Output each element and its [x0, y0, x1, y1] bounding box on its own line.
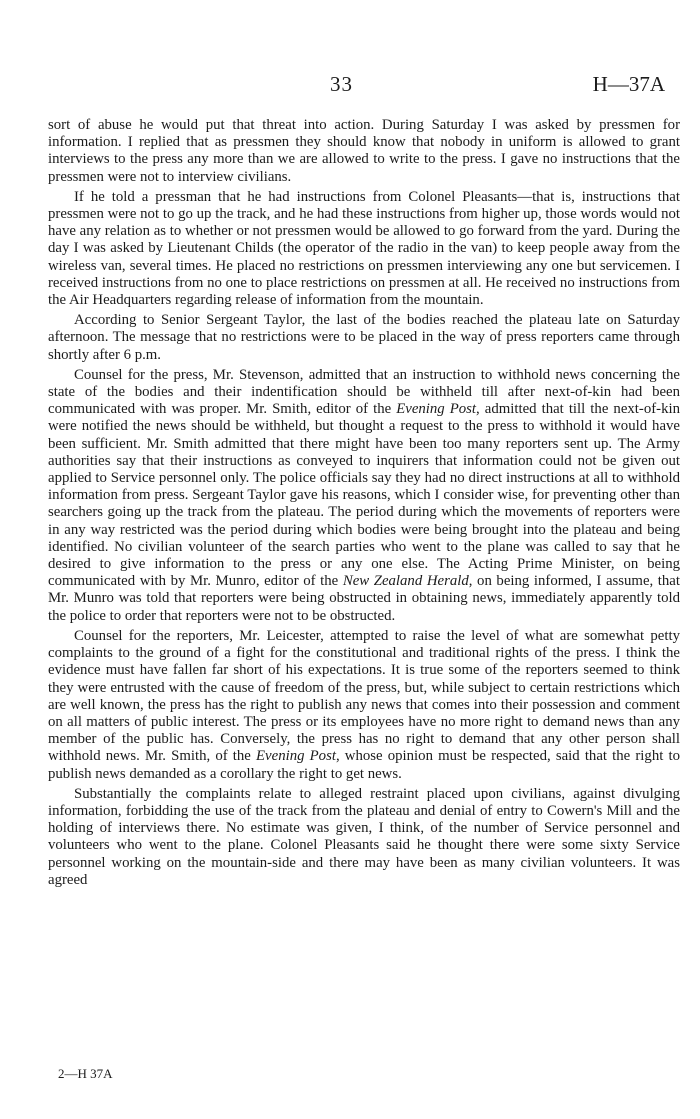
- paragraph: Counsel for the press, Mr. Stevenson, admitted that an instruction to withhold news concerning the state of the bodies and their indentification should be withheld till after next-of-kin had been communicated with was proper. Mr. Smith, editor of the Evening Post, admitted that till the next-of-kin were notified the news should be withheld, but thought a request to the press to withhold it would have been sufficient. Mr. Smith admitted that there might have been too many reporters sent up. The Army authorities say that their instructions as conveyed to inquirers that information could not be given out applied to Service personnel only. The police officials say they had no direct instructions at all to withhold information from press. Sergeant Taylor gave his reasons, which I consider wise, for preventing other than searchers going up the track from the plateau. The period during which the movements of reporters were in any way restricted was the period during which bodies were being brought into the plateau and being identified. No civilian volunteer of the search parties who went to the plane was called to say that he desired to give information to the press or any one else. The Acting Prime Minister, on being communicated with by Mr. Munro, editor of the New Zealand Herald, on being informed, I assume, that Mr. Munro was told that reporters were being obstructed in obtaining news, immediately apparently told the police to order that reporters were not to be obstructed.: [48, 366, 680, 624]
- body-text: [48, 117, 680, 892]
- paragraph-continuation: sort of abuse he would put that threat into action. During Saturday I was asked by pressmen for information. I replied that as pressmen they should know that nobody in uniform is allowed to grant interviews to the press any more than we are allowed to write to the press. I gave no instructions that the pressmen were not to interview civilians.: [48, 117, 680, 185]
- signature-reference: 2—H 37A: [58, 1066, 113, 1081]
- paragraph: If he told a pressman that he had instructions from Colonel Pleasants—that is, instructions that pressmen were not to go up the track, and he had these instructions from higher up, those words would not have any relation as to whether or not pressmen would be allowed to go forward from the yard. During the day I was asked by Lieutenant Childs (the operator of the radio in the van) to keep people away from the wireless van, several times. He placed no restrictions on pressmen interviewing any one but servicemen. I received instructions from no one to place restrictions on pressmen at all. He received no instructions from the Air Headquarters regarding release of information from the mountain.: [48, 188, 680, 309]
- paragraph: Substantially the complaints relate to alleged restraint placed upon civilians, against divulging information, forbidding the use of the track from the plateau and denial of entry to Cowern's Mill and the holding of interviews there. No estimate was given, I think, of the number of Service personnel and volunteers who went to the plane. Colonel Pleasants said he thought there were some sixty Service personnel working on the mountain-side and there may have been as many civilian volunteers. It was agreed: [48, 785, 680, 888]
- paragraph: According to Senior Sergeant Taylor, the last of the bodies reached the plateau late on Saturday afternoon. The message that no restrictions were to be placed in the way of press reporters came through shortly after 6 p.m.: [48, 312, 680, 363]
- document-reference: H—37A: [592, 72, 665, 96]
- page-header: [0, 72, 700, 96]
- paragraph: Counsel for the reporters, Mr. Leicester, attempted to raise the level of what are somewhat petty complaints to the ground of a fight for the constitutional and traditional rights of the press. I think the evidence must have fallen far short of his expectations. It is true some of the reporters seemed to think they were entrusted with the cause of freedom of the press, but, while subject to certain restrictions which are well known, the press has the right to publish any news that comes into their possession and comment on all matters of public interest. The press or its employees have no more right to demand news than any member of the public has. Conversely, the press has no right to demand that any other person shall withhold news. Mr. Smith, of the Evening Post, whose opinion must be respected, said that the right to publish news demanded as a corollary the right to get news.: [48, 627, 680, 782]
- page-number: 33: [330, 72, 353, 96]
